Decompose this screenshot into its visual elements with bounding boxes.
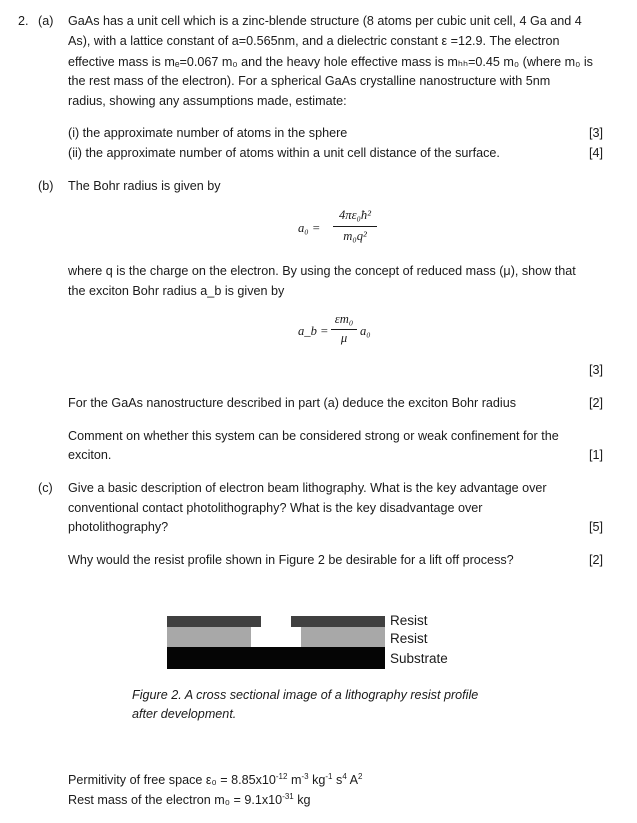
- eq2-numerator: εm₀: [334, 312, 354, 326]
- eq2-lhs: a_b =: [298, 324, 329, 338]
- part-c-label: (c): [38, 481, 53, 495]
- eq1-numerator: 4πε₀ħ²: [338, 208, 372, 222]
- part-a-line-1: GaAs has a unit cell which is a zinc-blende structure (8 atoms per cubic unit cell, 4 Ga and 4: [68, 14, 582, 28]
- eq1-fraction-line: [333, 226, 377, 227]
- part-a-line-5: radius, showing any assumptions made, estimate:: [68, 94, 347, 108]
- label-resist-bottom: Resist: [390, 631, 428, 646]
- figure-caption-line1: Figure 2. A cross sectional image of a lithography resist profile: [132, 688, 479, 702]
- eq1-denominator: m₀q²: [343, 229, 367, 243]
- mark-eq2: [3]: [588, 363, 603, 377]
- mark-why: [2]: [588, 553, 603, 567]
- top-resist-right: [291, 616, 385, 627]
- part-c-line-2: conventional contact photolithography? What is the key disadvantage over: [68, 501, 483, 515]
- part-c-line-1: Give a basic description of electron beam lithography. What is the key advantage over: [68, 481, 547, 495]
- part-a-sub-i: (i) the approximate number of atoms in the sphere: [68, 126, 348, 140]
- eq1-lhs: a₀ =: [298, 221, 321, 235]
- part-a-line-3: effective mass is mₑ=0.067 m₀ and the heavy hole effective mass is mₕₕ=0.45 m₀ (where m₀ is: [68, 55, 593, 69]
- part-b-text2-line1: where q is the charge on the electron. By using the concept of reduced mass (μ), show that: [68, 264, 576, 278]
- substrate: [167, 647, 385, 669]
- question-number: 2.: [18, 14, 29, 28]
- part-b-deduce: For the GaAs nanostructure described in part (a) deduce the exciton Bohr radius: [68, 396, 517, 410]
- mark-c: [5]: [588, 520, 603, 534]
- label-substrate: Substrate: [390, 651, 448, 666]
- eq2-fraction-line: [331, 329, 357, 330]
- bottom-resist-right: [301, 627, 385, 647]
- bottom-resist-left: [167, 627, 251, 647]
- mark-a-ii: [4]: [588, 146, 603, 160]
- mark-deduce: [2]: [588, 396, 603, 410]
- part-c-line-3: photolithography?: [68, 520, 169, 534]
- part-b-comment-line2: exciton.: [68, 448, 112, 462]
- part-b-intro: The Bohr radius is given by: [68, 179, 221, 193]
- part-a-line-2: As), with a lattice constant of a=0.565nm, and a dielectric constant ε =12.9. The electron: [68, 34, 560, 48]
- part-c-why: Why would the resist profile shown in Figure 2 be desirable for a lift off process?: [68, 553, 514, 567]
- part-a-line-4: the rest mass of the electron). For a spherical GaAs crystalline nanostructure with 5nm: [68, 74, 551, 88]
- eq2-denominator: μ: [340, 331, 348, 345]
- constant-permittivity: Permitivity of free space $\varepsilon_0 = 8.85x10^{-12}$ $m^{-3}$ $kg^{-1}$ $s^4$ $A^2$: [68, 771, 363, 787]
- mark-a-i: [3]: [588, 126, 603, 140]
- part-a-sub-ii: (ii) the approximate number of atoms within a unit cell distance of the surface.: [68, 146, 500, 160]
- figure-caption-line2: after development.: [132, 707, 237, 721]
- part-b-text2-line2: the exciton Bohr radius a_b is given by: [68, 284, 285, 298]
- part-a-label: (a): [38, 14, 54, 28]
- eq2-rhs: a₀: [360, 324, 371, 338]
- part-b-comment-line1: Comment on whether this system can be considered strong or weak confinement for the: [68, 429, 559, 443]
- part-b-label: (b): [38, 179, 54, 193]
- label-resist-top: Resist: [390, 613, 428, 628]
- top-resist-left: [167, 616, 261, 627]
- mark-comment: [1]: [588, 448, 603, 462]
- constant-electron-mass: Rest mass of the electron $m_0 = 9.1x10^{-31}$ kg: [68, 791, 311, 807]
